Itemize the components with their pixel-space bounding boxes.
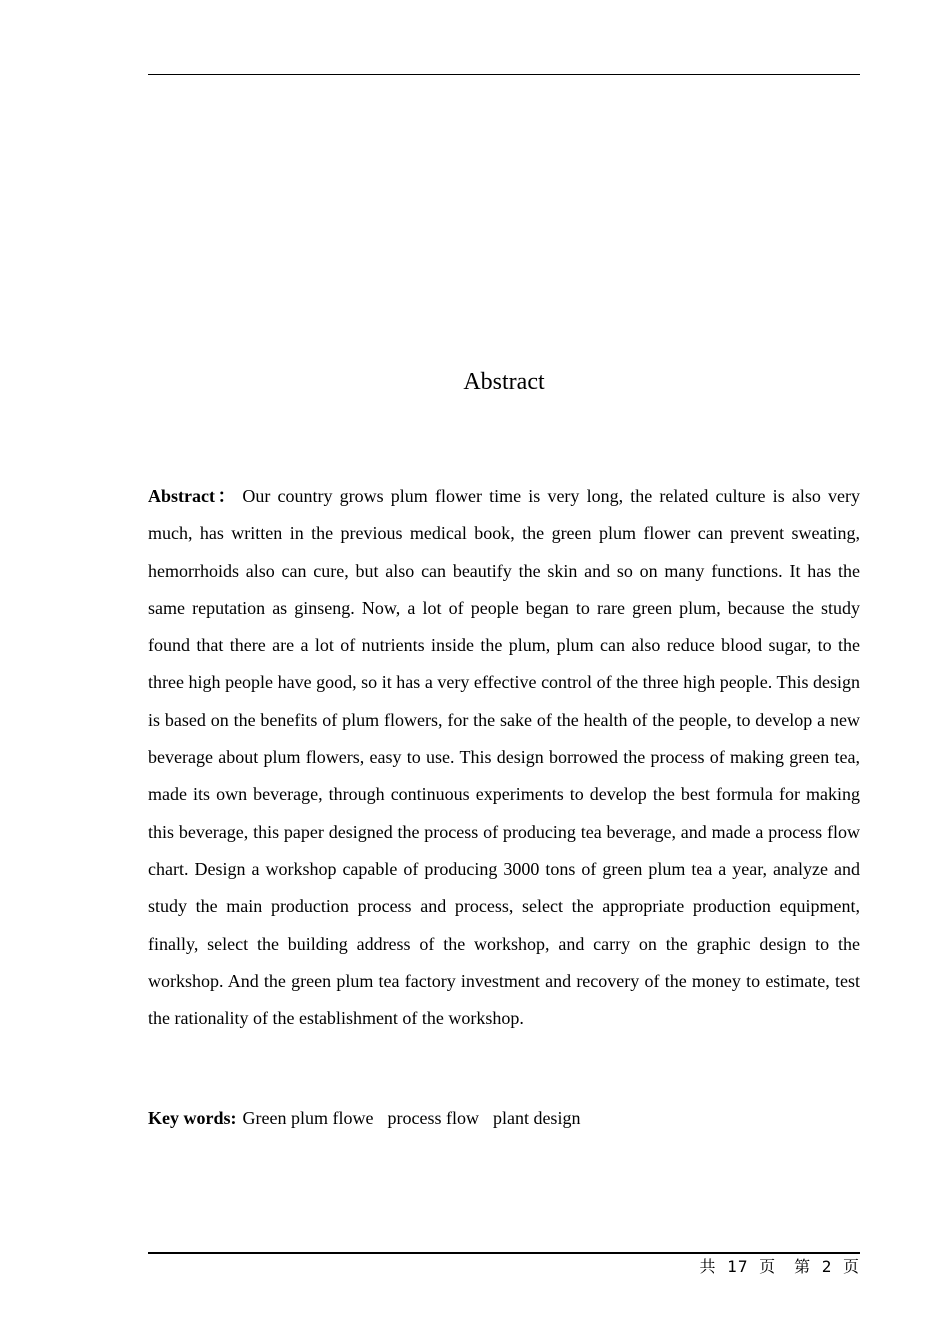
keyword-item: process flow: [387, 1108, 479, 1128]
keywords-label: Key words:: [148, 1108, 237, 1128]
abstract-paragraph: [148, 478, 860, 1037]
keyword-item: Green plum flowe: [242, 1108, 374, 1128]
header-rule: [148, 74, 860, 75]
abstract-label: Abstract: [148, 486, 215, 506]
keyword-item: plant design: [492, 1108, 581, 1128]
page-title: Abstract: [463, 369, 545, 395]
current-page: 第 2 页: [794, 1257, 860, 1276]
footer-rule: [148, 1252, 860, 1254]
abstract-text: Our country grows plum flower time is very long, the related culture is also very much, has written in the previous medical book, the green plum flower can prevent sweating, hemorrhoids also can cure, but also can beautify the skin and so on many functions. It has the same reputation as ginseng. Now, a lot of people began to rare green plum, because the study found that there are a lot of nutrients inside the plum, plum can also reduce blood sugar, to the three high people have good, so it has a very effective control of the three high people. This design is based on the benefits of plum flowers, for the sake of the health of the people, to develop a new beverage about plum flowers, easy to use. This design borrowed the process of making green tea, made its own beverage, through continuous experiments to develop the best formula for making this beverage, this paper designed the process of producing tea beverage, and made a process flow chart. Design a workshop capable of producing 3000 tons of green plum tea a year, analyze and study the main production process and process, select the appropriate production equipment, finally, select the building address of the workshop, and carry on the graphic design to the workshop. And the green plum tea factory investment and recovery of the money to estimate, test the rationality of the establishment of the workshop.: [148, 486, 861, 1029]
total-pages: 共 17 页: [699, 1257, 777, 1276]
page-number-footer: [148, 1256, 860, 1278]
keywords-line: [148, 1100, 860, 1136]
abstract-colon: ：: [214, 486, 239, 506]
